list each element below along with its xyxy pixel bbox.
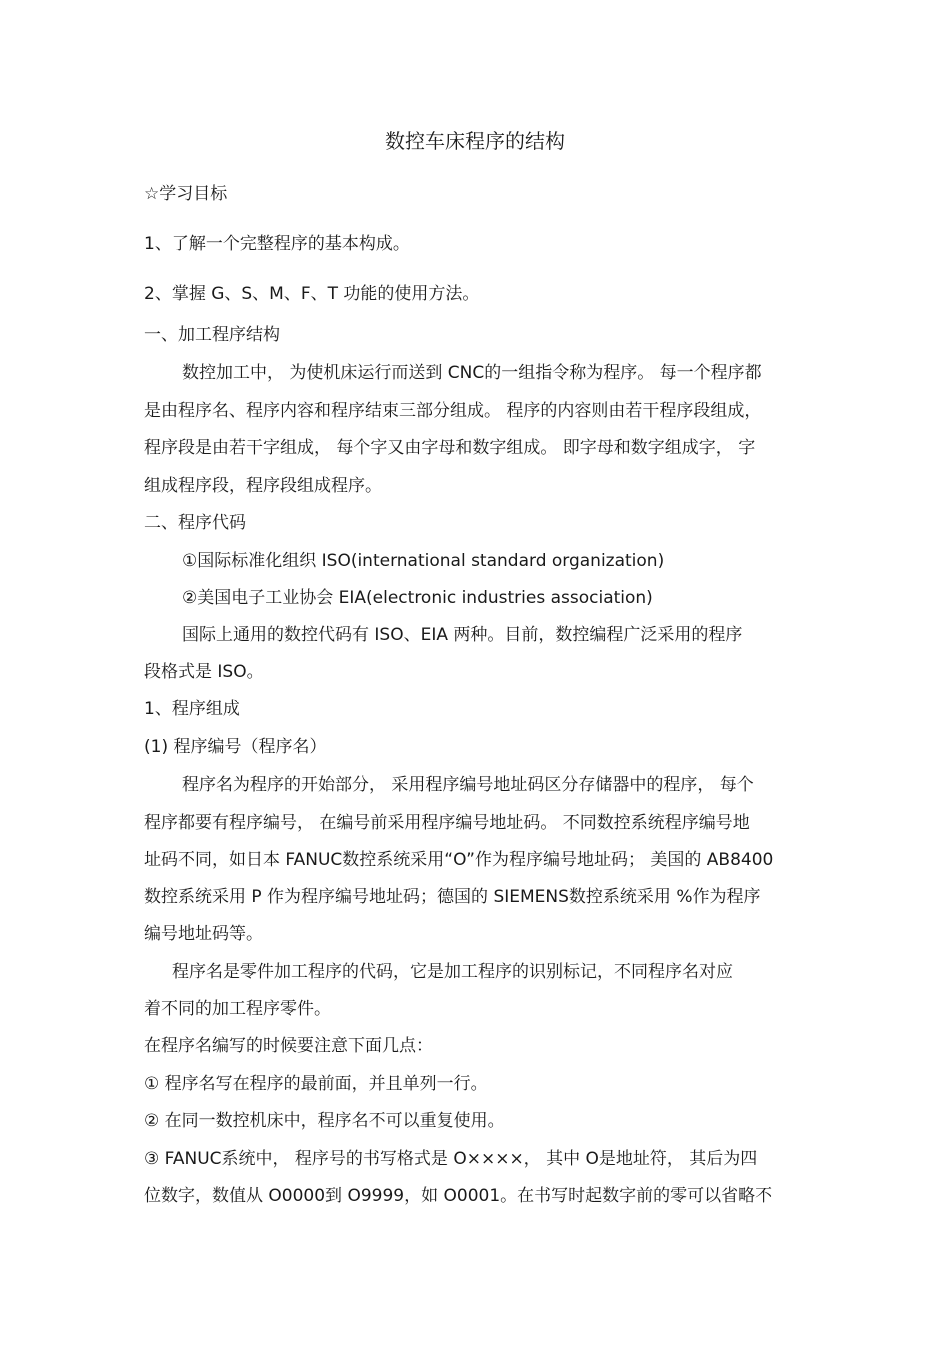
code-standard-iso: ①国际标准化组织 ISO(international standard organization) bbox=[182, 551, 665, 571]
paragraph-line: 国际上通用的数控代码有 ISO、EIA 两种。目前，数控编程广泛采用的程序 bbox=[182, 625, 743, 645]
paragraph-line: 数控系统采用 P 作为程序编号地址码；德国的 SIEMENS数控系统采用 %作为程序 bbox=[144, 887, 761, 907]
document-title: 数控车床程序的结构 bbox=[385, 129, 565, 153]
subsection-heading: (1) 程序编号（程序名） bbox=[144, 737, 327, 757]
paragraph-line: 址码不同，如日本 FANUC数控系统采用“O”作为程序编号地址码； 美国的 AB8400 bbox=[144, 850, 774, 870]
heading-learning-goals: ☆学习目标 bbox=[144, 184, 228, 204]
paragraph-line: 位数字，数值从 O0000到 O9999，如 O0001。在书写时起数字前的零可以省略不 bbox=[144, 1186, 773, 1206]
paragraph-line: 段格式是 ISO。 bbox=[144, 662, 264, 682]
subsection-heading: 1、程序组成 bbox=[144, 699, 240, 719]
paragraph-line: 程序名为程序的开始部分， 采用程序编号地址码区分存储器中的程序， 每个 bbox=[182, 775, 754, 795]
paragraph-line: 组成程序段，程序段组成程序。 bbox=[144, 476, 382, 496]
note-item-3: ③ FANUC系统中， 程序号的书写格式是 O××××， 其中 O是地址符， 其后为四 bbox=[144, 1149, 758, 1169]
paragraph-line: 程序段是由若干字组成， 每个字又由字母和数字组成。 即字母和数字组成字， 字 bbox=[144, 438, 756, 458]
paragraph-line: 程序名是零件加工程序的代码，它是加工程序的识别标记，不同程序名对应 bbox=[172, 962, 733, 982]
paragraph-line: 在程序名编写的时候要注意下面几点： bbox=[144, 1036, 433, 1056]
note-item-2: ② 在同一数控机床中，程序名不可以重复使用。 bbox=[144, 1111, 505, 1131]
paragraph-line: 着不同的加工程序零件。 bbox=[144, 999, 331, 1019]
section-heading-2: 二、程序代码 bbox=[144, 513, 246, 533]
goal-item-1: 1、了解一个完整程序的基本构成。 bbox=[144, 234, 410, 254]
section-heading-1: 一、加工程序结构 bbox=[144, 325, 280, 345]
code-standard-eia: ②美国电子工业协会 EIA(electronic industries association) bbox=[182, 588, 653, 608]
goal-item-2: 2、掌握 G、S、M、F、T 功能的使用方法。 bbox=[144, 284, 480, 304]
note-item-1: ① 程序名写在程序的最前面，并且单列一行。 bbox=[144, 1074, 488, 1094]
paragraph-line: 数控加工中， 为使机床运行而送到 CNC的一组指令称为程序。 每一个程序都 bbox=[182, 363, 762, 383]
paragraph-line: 是由程序名、程序内容和程序结束三部分组成。 程序的内容则由若干程序段组成， bbox=[144, 401, 762, 421]
paragraph-line: 编号地址码等。 bbox=[144, 924, 263, 944]
paragraph-line: 程序都要有程序编号， 在编号前采用程序编号地址码。 不同数控系统程序编号地 bbox=[144, 813, 750, 833]
